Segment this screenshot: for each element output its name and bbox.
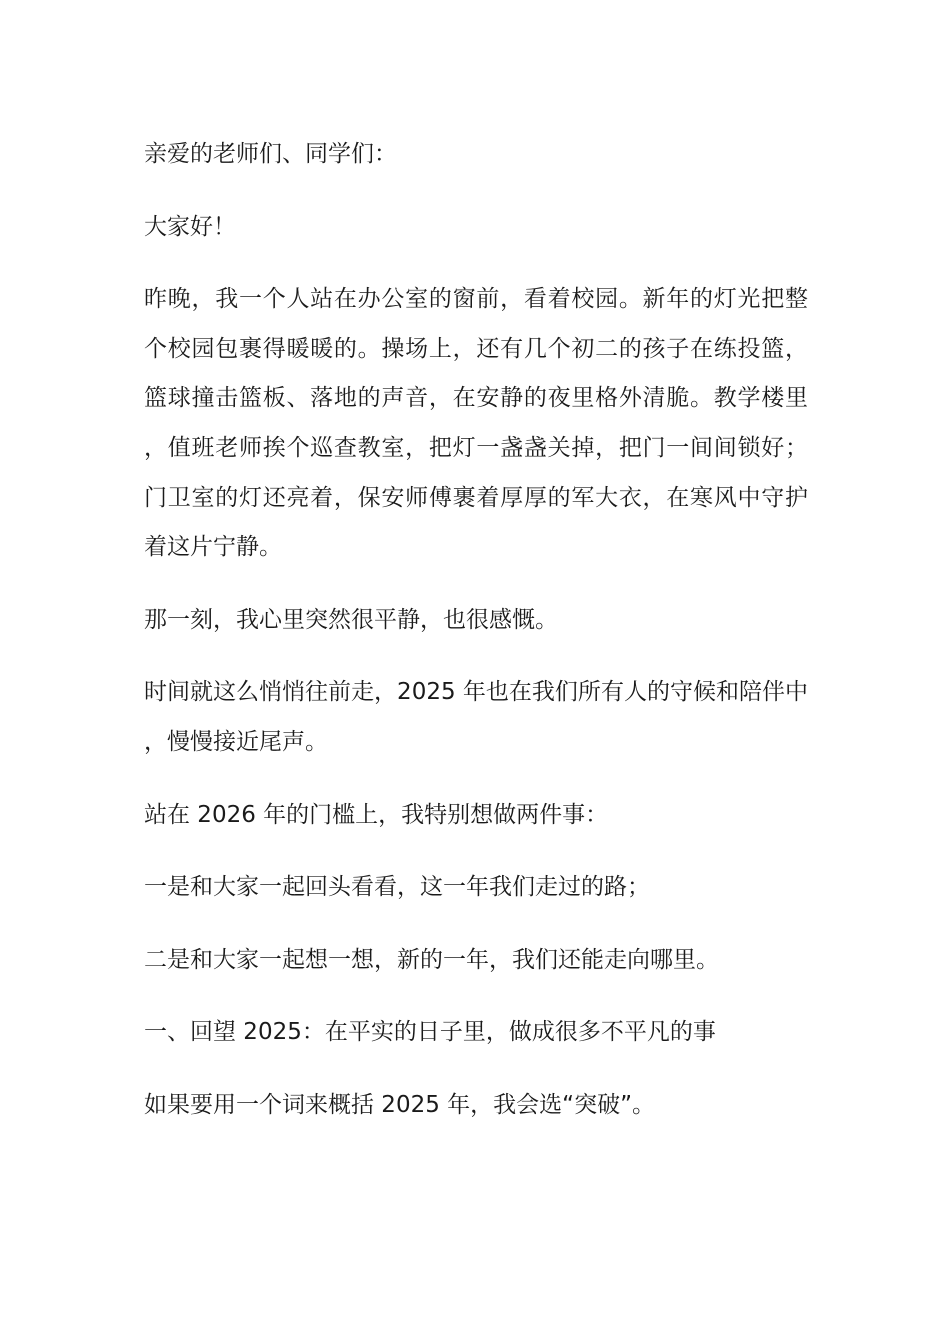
paragraph-look-back: 一是和大家一起回头看看，这一年我们走过的路；: [144, 874, 650, 901]
paragraph-time-passing: 时间就这么悄悄往前走，2025 年也在我们所有人的守候和陪伴中，慢慢接近尾声。: [144, 679, 808, 755]
section-heading: 一、回望 2025：在平实的日子里，做成很多不平凡的事: [144, 1019, 716, 1046]
salutation: 亲爱的老师们、同学们：: [144, 141, 397, 167]
paragraph-look-forward: 二是和大家一起想一想，新的一年，我们还能走向哪里。: [144, 946, 719, 973]
paragraph-evening-scene: 昨晚，我一个人站在办公室的窗前，看着校园。新年的灯光把整个校园包裹得暖暖的。操场上，还有几个初二的孩子在练投篮，篮球撞击篮板、落地的声音，在安静的夜里格外清脆。教学楼里，值班老师挨个巡查教室，把灯一盏盏关掉，把门一间间锁好；门卫室的灯还亮着，保安师傅裹着厚厚的军大衣，在寒风中守护着这片宁静。: [144, 286, 808, 561]
paragraph-two-things: 站在 2026 年的门槛上，我特别想做两件事：: [144, 801, 609, 828]
paragraph-breakthrough: 如果要用一个词来概括 2025 年，我会选“突破”。: [144, 1091, 655, 1118]
paragraph-feeling: 那一刻，我心里突然很平静，也很感慨。: [144, 606, 558, 633]
document-body: [144, 130, 808, 1154]
greeting: 大家好！: [144, 213, 236, 240]
